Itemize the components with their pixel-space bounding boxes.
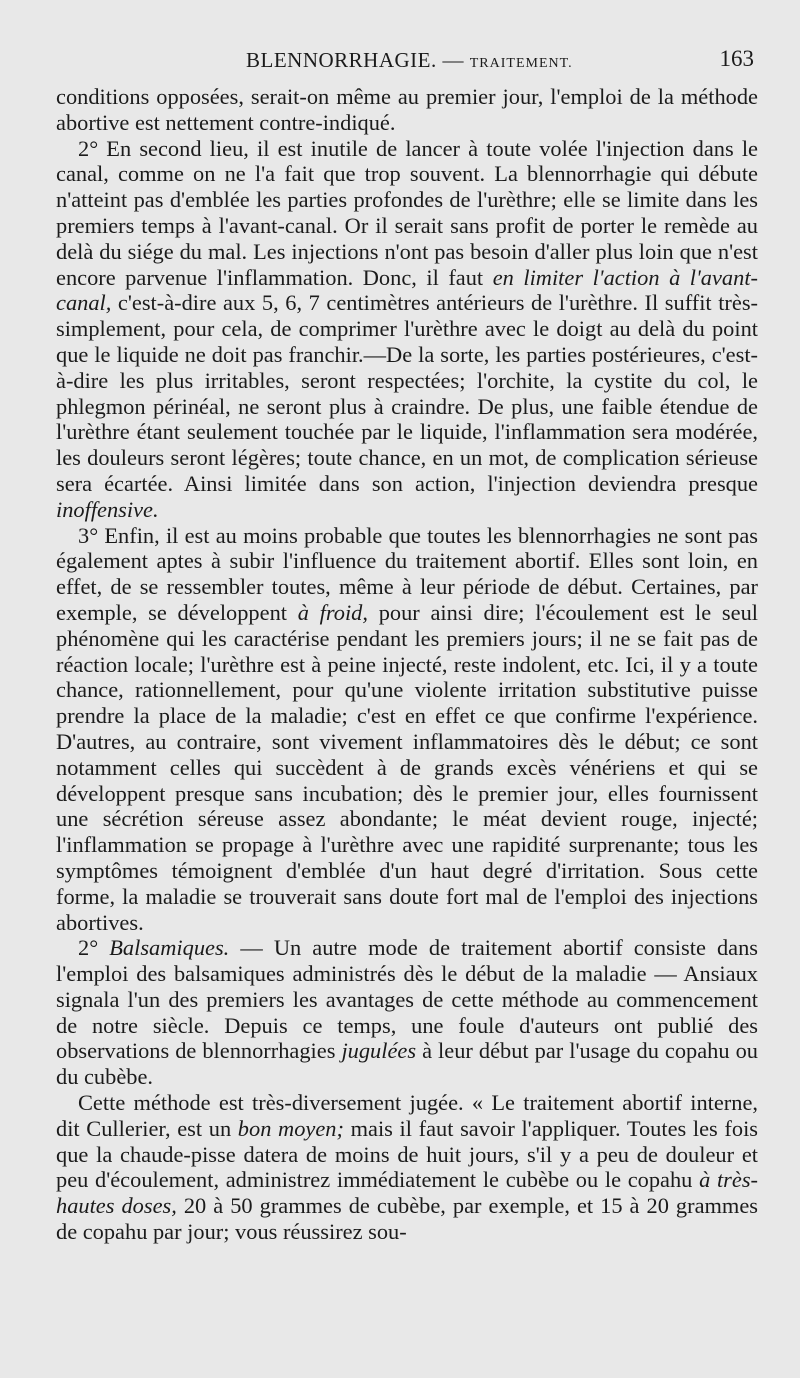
paragraph-4-text-3: à leur début par l'usage du copahu ou du cubèbe. bbox=[56, 1038, 758, 1090]
running-title-main: BLENNORRHAGIE. bbox=[246, 48, 437, 72]
paragraph-1-text: conditions opposées, serait-on même au premier jour, l'emploi de la méthode abortive est nettement contre-indiqué. bbox=[56, 84, 758, 135]
body-text bbox=[56, 84, 758, 1245]
paragraph-5-italic-2: à très-hautes doses, bbox=[56, 1167, 758, 1219]
paragraph-2-italic-1: en limiter l'action à l'avant-canal, bbox=[56, 264, 758, 316]
paragraph-5-text-3: 20 à 50 grammes de cubèbe, par exemple, et 15 à 20 grammes de copahu par jour; vous réussirez sou- bbox=[56, 1193, 758, 1245]
paragraph-4-italic-1: Balsamiques. bbox=[109, 935, 230, 961]
paragraph-4-italic-2: jugulées bbox=[341, 1038, 417, 1064]
paragraph-2-text-2: c'est-à-dire aux 5, 6, 7 centimètres antérieurs de l'urèthre. Il suffit très-simplement, pour cela, de comprimer l'urèthre avec le doigt au delà du point que le liquide ne doit pas franchir.—De la sorte, les parties postérieures, c'est-à-dire les plus irritables, seront respectées; l'orchite, la cystite du col, le phlegmon périnéal, ne seront plus à craindre. De plus, une faible étendue de l'urèthre étant seulement touchée par le liquide, l'inflammation sera modérée, les douleurs seront légères; toute chance, en un mot, de complication sérieuse sera écartée. Ainsi limitée dans son action, l'injection deviendra presque bbox=[56, 290, 758, 496]
paragraph-2 bbox=[56, 136, 758, 523]
running-title-dash: — bbox=[436, 48, 470, 72]
paragraph-1 bbox=[56, 84, 758, 136]
paragraph-3-italic-1: à froid, bbox=[297, 599, 368, 625]
paragraph-4-text-2: — Un autre mode de traitement abortif consiste dans l'emploi des balsamiques administrés dès le début de la maladie — Ansiaux signala l'un des premiers les avantages de cette méthode au commencement de notre siècle. Depuis ce temps, une foule d'auteurs ont publié des observations de blennorrhagies bbox=[56, 935, 758, 1064]
paragraph-2-italic-2: inoffensive. bbox=[56, 496, 159, 522]
paragraph-3-text-2: pour ainsi dire; l'écoulement est le seul phénomène qui les caractérise pendant les premiers jours; il ne se fait pas de réaction locale; l'urèthre est à peine injecté, reste indolent, etc. Ici, il y a toute chance, rationnellement, pour qu'une violente irritation substitutive puisse prendre la place de la maladie; c'est en effet ce que confirme l'expérience. D'autres, au contraire, sont vivement inflammatoires dès le début; ce sont notamment celles qui succèdent à de grands excès vénériens et qui se développent presque sans incubation; dès le premier jour, elles fournissent une sécrétion séreuse assez abondante; le méat devient rouge, injecté; l'inflammation se propage à l'urèthre avec une rapidité surprenante; tous les symptômes témoignent d'emblée d'un haut degré d'irritation. Sous cette forme, la maladie se trouverait sans doute fort mal de l'emploi des injections abortives. bbox=[56, 599, 758, 935]
paragraph-3 bbox=[56, 523, 758, 936]
paragraph-5 bbox=[56, 1090, 758, 1245]
paragraph-4-text-1: 2° bbox=[78, 935, 110, 961]
paragraph-5-text-2: mais il faut savoir l'appliquer. Toutes les fois que la chaude-pisse datera de moins de huit jours, s'il y a peu de douleur et peu d'écoulement, administrez immédiatement le cubèbe ou le copahu bbox=[56, 1115, 759, 1193]
running-title bbox=[246, 48, 573, 73]
running-header bbox=[56, 44, 758, 84]
page-number: 163 bbox=[719, 46, 754, 71]
paragraph-4 bbox=[56, 935, 758, 1090]
paragraph-5-text-1: Cette méthode est très-diversement jugée. « Le traitement abortif interne, dit Cullerier, est un bbox=[56, 1090, 758, 1141]
paragraph-2-text-1: 2° En second lieu, il est inutile de lancer à toute volée l'injection dans le canal, comme on ne l'a fait que trop souvent. La blennorrhagie qui débute n'atteint pas d'emblée les parties profondes de l'urèthre; elle se limite dans les premiers temps à l'avant-canal. Or il serait sans profit de porter le remède au delà du siége du mal. Les injections n'ont pas besoin d'aller plus loin que n'est encore parvenue l'inflammation. Donc, il faut bbox=[56, 135, 758, 290]
paragraph-5-italic-1: bon moyen; bbox=[237, 1115, 344, 1141]
running-title-sub: TRAITEMENT. bbox=[469, 56, 573, 71]
paragraph-3-text-1: 3° Enfin, il est au moins probable que toutes les blennorrhagies ne sont pas également aptes à subir l'influence du traitement abortif. Elles sont loin, en effet, de se ressembler toutes, même à leur période de début. Certaines, par exemple, se développent bbox=[56, 522, 758, 625]
